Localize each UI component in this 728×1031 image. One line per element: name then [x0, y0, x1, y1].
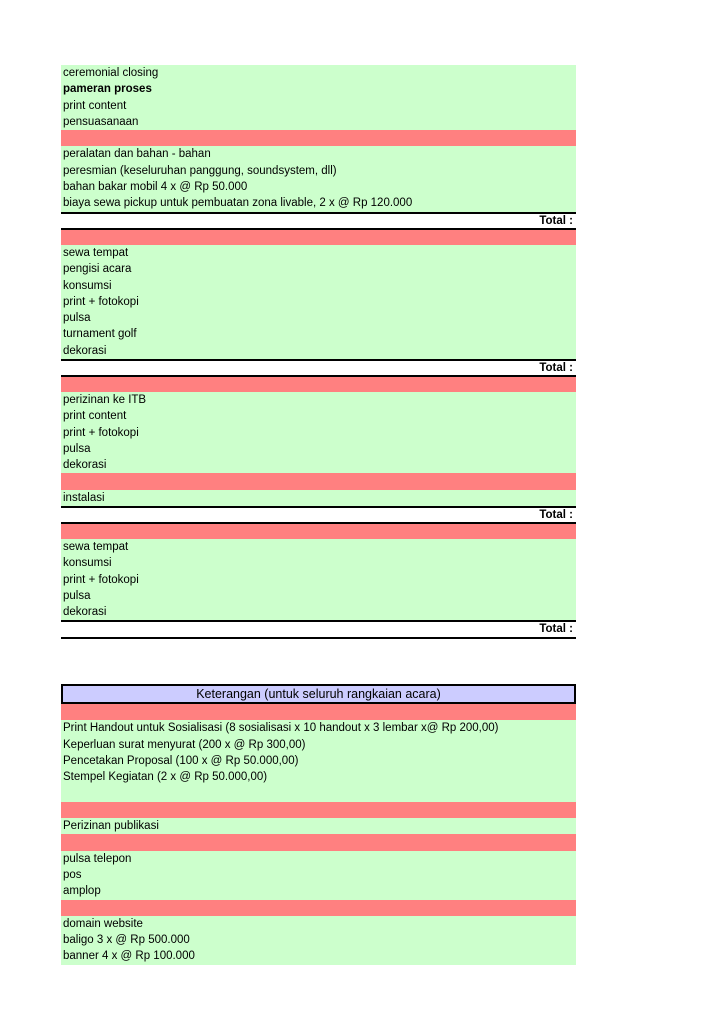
total-row: Total :	[61, 359, 576, 377]
item-row: pensuasanaan	[61, 114, 576, 130]
item-row: perizinan ke ITB	[61, 392, 576, 408]
separator-row	[61, 130, 576, 146]
budget-section-4	[61, 539, 576, 639]
keterangan-header: Keterangan (untuk seluruh rangkaian acara)	[61, 684, 576, 704]
item-row: sewa tempat	[61, 245, 576, 261]
item-row: sewa tempat	[61, 539, 576, 555]
item-row: peralatan dan bahan - bahan	[61, 146, 576, 162]
item-row: ceremonial closing	[61, 65, 576, 81]
item-row: print + fotokopi	[61, 294, 576, 310]
item-row: konsumsi	[61, 278, 576, 294]
budget-section-3	[61, 392, 576, 541]
item-row: Keperluan surat menyurat (200 x @ Rp 300,00)	[61, 737, 576, 753]
item-row: dekorasi	[61, 604, 576, 620]
item-row: pulsa	[61, 310, 576, 326]
item-row: pulsa	[61, 441, 576, 457]
item-row: konsumsi	[61, 555, 576, 571]
budget-section-1	[61, 65, 576, 246]
item-row: pengisi acara	[61, 261, 576, 277]
item-row: turnament golf	[61, 326, 576, 342]
item-row: pos	[61, 867, 576, 883]
item-row: bahan bakar mobil 4 x @ Rp 50.000	[61, 179, 576, 195]
item-row: peresmian (keseluruhan panggung, soundsystem, dll)	[61, 163, 576, 179]
item-row: banner 4 x @ Rp 100.000	[61, 948, 576, 964]
separator-row	[61, 834, 576, 850]
item-row: domain website	[61, 916, 576, 932]
item-row: amplop	[61, 883, 576, 899]
item-row: biaya sewa pickup untuk pembuatan zona livable, 2 x @ Rp 120.000	[61, 195, 576, 211]
total-row: Total :	[61, 620, 576, 638]
separator-row	[61, 802, 576, 818]
item-row: Perizinan publikasi	[61, 818, 576, 834]
item-row: print content	[61, 408, 576, 424]
item-row: instalasi	[61, 490, 576, 506]
item-row: baligo 3 x @ Rp 500.000	[61, 932, 576, 948]
item-row: dekorasi	[61, 457, 576, 473]
separator-row	[61, 704, 576, 720]
total-row: Total :	[61, 212, 576, 230]
item-row: print + fotokopi	[61, 425, 576, 441]
item-row-bold: pameran proses	[61, 81, 576, 97]
item-row: pulsa telepon	[61, 851, 576, 867]
item-row: Print Handout untuk Sosialisasi (8 sosialisasi x 10 handout x 3 lembar x@ Rp 200,00)	[61, 720, 576, 736]
separator-row	[61, 473, 576, 489]
item-row: pulsa	[61, 588, 576, 604]
item-row: print content	[61, 98, 576, 114]
item-row: dekorasi	[61, 343, 576, 359]
item-row: print + fotokopi	[61, 572, 576, 588]
item-row: Stempel Kegiatan (2 x @ Rp 50.000,00)	[61, 769, 576, 785]
budget-section-2	[61, 245, 576, 394]
keterangan-section	[61, 684, 576, 965]
total-row: Total :	[61, 506, 576, 524]
separator-row	[61, 230, 576, 246]
item-row: Pencetakan Proposal (100 x @ Rp 50.000,00)	[61, 753, 576, 769]
separator-row	[61, 900, 576, 916]
empty-row	[61, 785, 576, 801]
